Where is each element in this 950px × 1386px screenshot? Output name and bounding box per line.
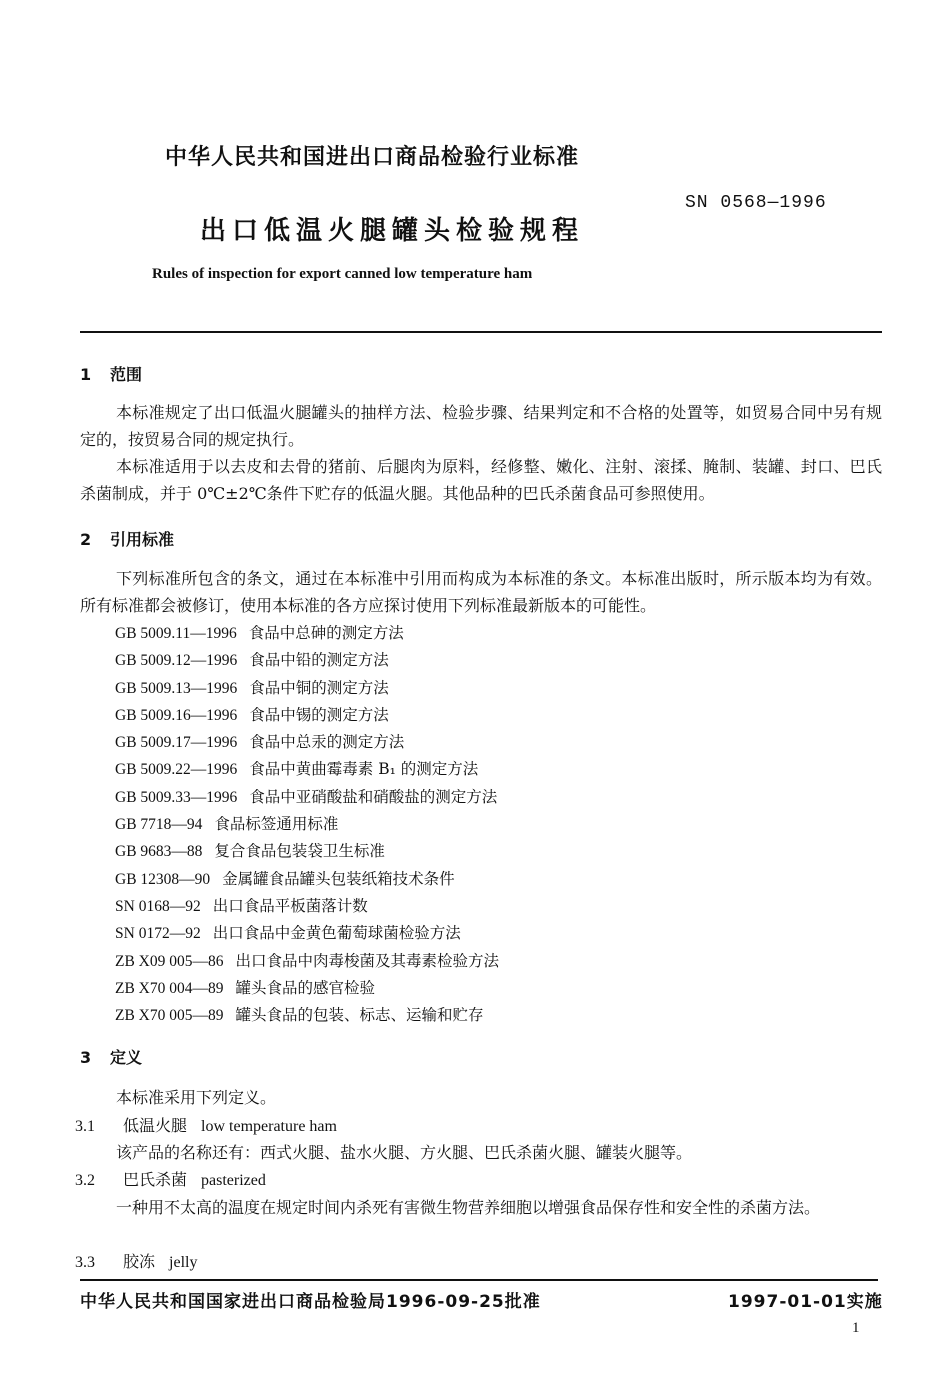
def-number: 3.2 [75, 1172, 95, 1189]
list-item [115, 784, 499, 811]
section-title: 定义 [110, 1048, 143, 1067]
ref-title: 食品中铜的测定方法 [249, 678, 389, 697]
ref-title: 食品中总砷的测定方法 [248, 624, 404, 642]
def-description: 该产品的名称还有：西式火腿、盐水火腿、方火腿、巴氏杀菌火腿、罐装火腿等。 [116, 1143, 693, 1162]
section-1-body [80, 399, 882, 507]
section-number: 3 [80, 1048, 92, 1067]
def-term: 胶冻 [123, 1252, 156, 1271]
title-english: Rules of inspection for export canned low temperature ham [152, 266, 533, 282]
list-item [115, 811, 499, 838]
ref-title: 出口食品中金黄色葡萄球菌检验方法 [212, 924, 461, 943]
ref-code: GB 9683—88 [115, 843, 203, 861]
list-item [115, 729, 499, 756]
ref-code: GB 5009.11—1996 [115, 625, 237, 642]
list-item [115, 675, 499, 702]
ref-code: GB 5009.17—1996 [115, 734, 238, 752]
ref-code: ZB X09 005—86 [115, 952, 224, 970]
ref-code: GB 12308—90 [115, 870, 211, 888]
def-term-en: low temperature ham [201, 1118, 337, 1135]
paragraph: 本标准规定了出口低温火腿罐头的抽样方法、检验步骤、结果判定和不合格的处置等，如贸易合同中另有规定的，按贸易合同的规定执行。 [80, 403, 882, 449]
section-number: 2 [80, 530, 92, 549]
ref-code: ZB X70 004—89 [115, 979, 224, 997]
ref-title: 金属罐食品罐头包装纸箱技术条件 [222, 869, 455, 888]
paragraph: 本标准适用于以去皮和去骨的猪前、后腿肉为原料，经修整、嫩化、注射、滚揉、腌制、装罐、封口、巴氏杀菌制成，并于 0℃±2℃条件下贮存的低温火腿。其他品种的巴氏杀菌食品可参照使用。 [80, 457, 882, 503]
ref-title: 复合食品包装袋卫生标准 [214, 842, 385, 861]
ref-code: GB 5009.12—1996 [115, 652, 238, 670]
header-organization: 中华人民共和国进出口商品检验行业标准 [165, 145, 580, 170]
title-chinese: 出口低温火腿罐头检验规程 [200, 216, 585, 246]
def-number: 3.1 [75, 1118, 95, 1135]
ref-title: 食品中黄曲霉毒素 B₁ 的测定方法 [249, 760, 479, 779]
ref-title: 罐头食品的包装、标志、运输和贮存 [235, 1006, 484, 1025]
ref-title: 食品中总汞的测定方法 [249, 733, 405, 752]
paragraph: 一种用不太高的温度在规定时间内杀死有害微生物营养细胞以增强食品保存性和安全性的杀菌方法。 [116, 1198, 821, 1217]
definition-3-2 [75, 1167, 266, 1190]
ref-title: 食品中锡的测定方法 [249, 705, 389, 724]
definition-3-1 [75, 1113, 337, 1136]
section-2-body [80, 565, 882, 619]
ref-code: SN 0172—92 [115, 925, 201, 943]
footer-divider [80, 1279, 878, 1281]
list-item [115, 838, 499, 865]
ref-title: 食品标签通用标准 [214, 815, 339, 834]
ref-code: GB 5009.33—1996 [115, 788, 238, 806]
list-item [115, 975, 499, 1002]
definition-3-3 [75, 1249, 197, 1272]
def-description [80, 1194, 882, 1221]
section-3-heading [80, 1045, 142, 1068]
ref-title: 出口食品中肉毒梭菌及其毒素检验方法 [235, 951, 500, 970]
list-item [115, 620, 499, 647]
def-term: 巴氏杀菌 [123, 1170, 188, 1189]
ref-code: GB 5009.16—1996 [115, 706, 238, 724]
def-term: 低温火腿 [123, 1116, 188, 1135]
def-number: 3.3 [75, 1254, 95, 1271]
header-divider [80, 331, 882, 333]
def-term-en: jelly [169, 1254, 198, 1271]
reference-list [115, 620, 499, 1029]
list-item [115, 893, 499, 920]
list-item [115, 647, 499, 674]
ref-code: ZB X70 005—89 [115, 1007, 224, 1025]
list-item [115, 866, 499, 893]
list-item [115, 702, 499, 729]
ref-title: 出口食品平板菌落计数 [212, 896, 368, 915]
standard-code: SN 0568—1996 [685, 193, 827, 213]
section-3-intro: 本标准采用下列定义。 [116, 1088, 277, 1107]
list-item [115, 756, 499, 783]
ref-code: SN 0168—92 [115, 897, 201, 915]
def-term-en: pasterized [201, 1172, 266, 1189]
list-item [115, 948, 499, 975]
page-number: 1 [852, 1320, 860, 1336]
list-item [115, 1002, 499, 1029]
section-2-heading [80, 527, 174, 550]
section-title: 范围 [110, 365, 143, 384]
ref-code: GB 5009.22—1996 [115, 761, 238, 779]
approval-statement: 中华人民共和国国家进出口商品检验局1996-09-25批准 [80, 1292, 541, 1312]
ref-title: 食品中亚硝酸盐和硝酸盐的测定方法 [249, 787, 498, 806]
ref-code: GB 5009.13—1996 [115, 679, 238, 697]
ref-title: 食品中铅的测定方法 [249, 651, 389, 670]
ref-code: GB 7718—94 [115, 816, 203, 834]
list-item [115, 920, 499, 947]
section-title: 引用标准 [110, 530, 175, 549]
section-1-heading [80, 362, 142, 385]
section-number: 1 [80, 365, 92, 384]
ref-title: 罐头食品的感官检验 [235, 978, 376, 997]
implementation-date: 1997-01-01实施 [728, 1292, 883, 1312]
paragraph: 下列标准所包含的条文，通过在本标准中引用而构成为本标准的条文。本标准出版时，所示版本均为有效。所有标准都会被修订，使用本标准的各方应探讨使用下列标准最新版本的可能性。 [80, 569, 882, 615]
